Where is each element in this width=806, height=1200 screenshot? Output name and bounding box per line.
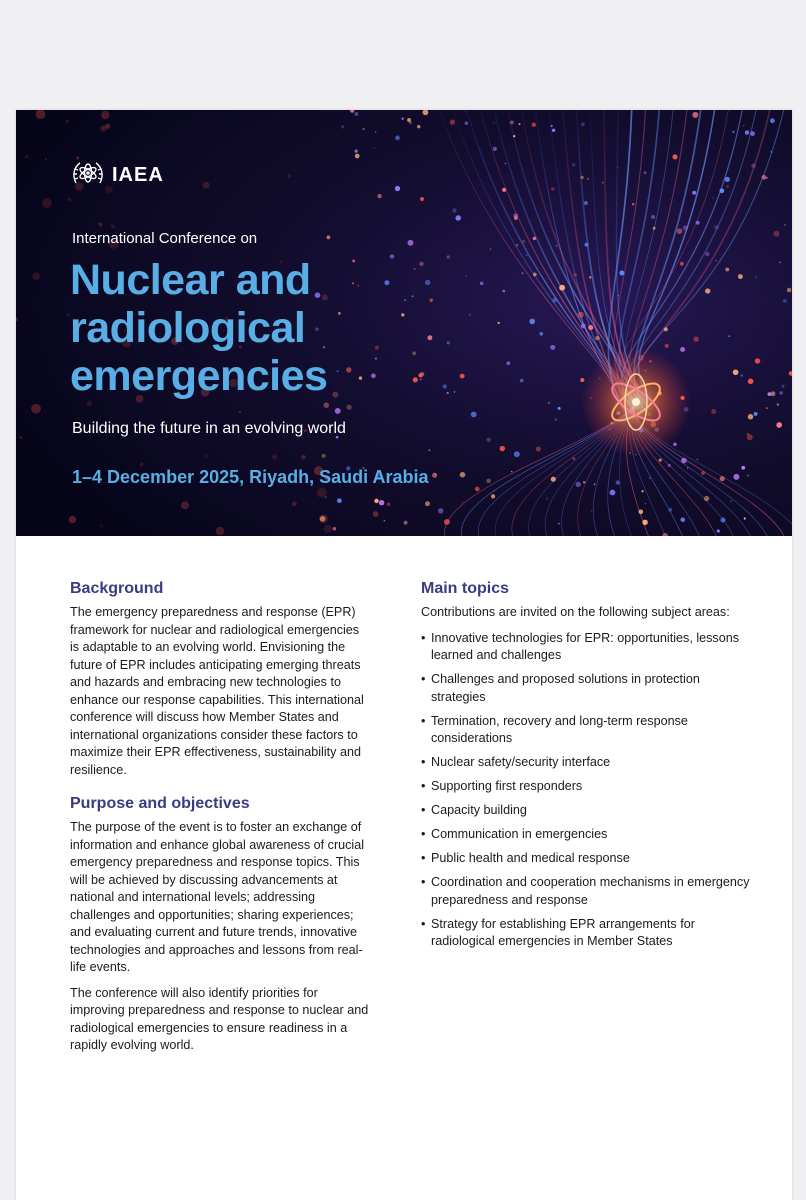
particle-dot: [748, 414, 753, 419]
particle-dot: [673, 443, 677, 447]
particle-dot: [471, 412, 477, 418]
particle-dot: [516, 244, 519, 247]
particle-dot: [536, 446, 541, 451]
particle-dot: [581, 122, 585, 126]
particle-dot: [714, 225, 718, 229]
particle-dot: [587, 178, 589, 180]
particle-dot: [510, 120, 514, 124]
particle-dot: [720, 476, 725, 481]
purpose-paragraph-2: The conference will also identify priorities for improving preparedness and response to nuclear and radiological emergencies to ensure readiness in a rapidly evolving world.: [70, 985, 369, 1052]
particle-dot: [617, 295, 619, 297]
particle-dot: [45, 158, 47, 160]
particle-dot: [740, 374, 742, 376]
particle-dot: [784, 224, 785, 225]
particle-dot: [375, 132, 376, 133]
particle-dot: [591, 510, 592, 511]
particle-dot: [404, 521, 408, 525]
particle-dot: [435, 474, 437, 476]
particle-dot: [677, 228, 683, 234]
particle-dot: [641, 490, 643, 492]
particle-dot: [181, 501, 189, 509]
particle-dot: [668, 508, 672, 512]
particle-dot: [787, 288, 791, 292]
particle-dot: [728, 335, 730, 337]
particle-dot: [720, 188, 725, 193]
particle-dot: [770, 118, 775, 123]
particle-dot: [462, 502, 463, 503]
particle-dot: [574, 273, 578, 277]
list-item: • Strategy for establishing EPR arrangements for radiological emergencies in Member States: [421, 916, 751, 951]
particle-dot: [32, 273, 40, 281]
particle-dot: [432, 473, 437, 478]
particle-dot: [354, 112, 358, 116]
purpose-section: [70, 795, 370, 1055]
particle-dot: [521, 272, 523, 274]
particle-dot: [754, 412, 758, 416]
conference-kicker: International Conference on: [72, 230, 258, 247]
particle-dot: [743, 125, 745, 127]
particle-dot: [705, 252, 709, 256]
particle-dot: [632, 203, 635, 206]
particle-dot: [552, 129, 555, 132]
particle-dot: [532, 123, 536, 127]
particle-dot: [475, 487, 480, 492]
particle-dot: [773, 231, 779, 237]
particle-dot: [780, 391, 783, 394]
particle-dot: [272, 455, 277, 460]
particle-dot: [580, 176, 583, 179]
particle-dot: [514, 451, 520, 457]
particle-dot: [683, 225, 688, 230]
particle-dot: [594, 483, 596, 485]
particle-dot: [500, 446, 505, 451]
particle-dot: [616, 480, 620, 484]
list-item: • Innovative technologies for EPR: opportunities, lessons learned and challenges: [421, 630, 751, 665]
particle-dot: [456, 216, 460, 220]
particle-dot: [551, 477, 556, 482]
title-line-2: radiological: [70, 304, 306, 352]
particle-dot: [747, 475, 749, 477]
particle-dot: [705, 288, 710, 293]
particle-dot: [617, 167, 619, 169]
particle-dot: [493, 147, 497, 151]
main-topics-intro: Contributions are invited on the following subject areas:: [421, 605, 730, 619]
iaea-atom-logo-icon: [70, 157, 106, 193]
particle-dot: [140, 463, 144, 467]
particle-dot: [725, 177, 730, 182]
particle-dot: [704, 496, 709, 501]
particle-dot: [584, 243, 588, 247]
purpose-heading: Purpose and objectives: [70, 795, 250, 812]
particle-dot: [110, 224, 115, 229]
particle-dot: [548, 402, 550, 404]
particle-dot: [680, 517, 685, 522]
main-topics-section: [421, 580, 751, 951]
particle-dot: [748, 378, 754, 384]
particle-dot: [697, 459, 698, 460]
title-line-3: emergencies: [70, 352, 328, 400]
particle-dot: [750, 131, 755, 136]
particle-dot: [771, 391, 776, 396]
particle-dot: [680, 347, 685, 352]
list-item: • Nuclear safety/security interface: [421, 754, 751, 772]
conference-dates: 1–4 December 2025, Riyadh, Saudi Arabia: [72, 467, 429, 487]
particle-dot: [319, 514, 328, 523]
particle-dot: [491, 494, 495, 498]
particle-dot: [101, 111, 109, 119]
particle-dot: [450, 119, 455, 124]
particle-dot: [486, 479, 491, 484]
particle-dot: [354, 149, 357, 152]
particle-dot: [554, 418, 557, 421]
particle-dot: [668, 464, 671, 467]
particle-dot: [672, 154, 677, 159]
particle-dot: [374, 499, 378, 503]
particle-dot: [377, 194, 381, 198]
particle-dot: [580, 378, 584, 382]
particle-dot: [68, 198, 72, 202]
particle-dot: [287, 174, 291, 178]
particle-dot: [522, 240, 525, 243]
list-item: • Communication in emergencies: [421, 826, 751, 844]
particle-dot: [712, 197, 713, 198]
particle-dot: [779, 262, 781, 264]
particle-dot: [649, 477, 651, 479]
particle-dot: [31, 404, 41, 414]
brand-name: IAEA: [112, 163, 164, 186]
particle-dot: [711, 409, 716, 414]
particle-dot: [20, 436, 23, 439]
particle-dot: [518, 123, 520, 125]
particle-dot: [642, 520, 647, 525]
particle-dot: [216, 527, 225, 536]
particle-dot: [347, 405, 352, 410]
particle-dot: [420, 197, 424, 201]
particle-dot: [355, 154, 360, 159]
particle-dot: [444, 519, 450, 525]
particle-dot: [533, 273, 537, 277]
particle-dot: [373, 147, 374, 148]
particle-dot: [664, 327, 668, 331]
iaea-logo: [70, 157, 164, 193]
particle-dot: [363, 128, 365, 130]
particle-dot: [505, 163, 507, 165]
particle-dot: [781, 385, 784, 388]
particle-dot: [324, 525, 332, 533]
conference-title: [70, 256, 490, 400]
particle-dot: [659, 458, 662, 461]
particle-dot: [551, 187, 555, 191]
particle-dot: [514, 216, 518, 220]
particle-dot: [533, 237, 536, 240]
particle-dot: [401, 118, 403, 120]
particle-dot: [337, 498, 342, 503]
particle-dot: [384, 520, 386, 522]
particle-dot: [588, 325, 593, 330]
particle-dot: [725, 268, 729, 272]
particle-dot: [687, 467, 689, 469]
particle-dot: [202, 182, 209, 189]
particle-dot: [550, 125, 552, 127]
particle-dot: [783, 299, 787, 303]
particle-dot: [644, 171, 647, 174]
list-item: • Capacity building: [421, 802, 751, 820]
particle-dot: [681, 458, 687, 464]
particle-dot: [417, 125, 420, 128]
particle-dot: [777, 403, 780, 406]
particle-dot: [584, 201, 588, 205]
particle-dot: [556, 245, 558, 247]
particle-dot: [732, 131, 734, 133]
purpose-paragraph-1: The purpose of the event is to foster an exchange of information and enhance global awareness of crucial emergency preparedness and response topics. This will be achieved by discussing advancements at national and international levels; addressing challenges and opportunities; sharing experiences; and evaluating current and future trends, innovative technologies and approaches and lessons from real-life events.: [70, 820, 365, 974]
particle-dot: [333, 527, 336, 530]
particle-dot: [578, 312, 584, 318]
particle-dot: [770, 151, 772, 153]
particle-dot: [324, 402, 330, 408]
particle-dot: [572, 457, 575, 460]
particle-dot: [645, 503, 646, 504]
particle-dot: [639, 510, 644, 515]
particle-dot: [692, 191, 696, 195]
particle-dot: [602, 182, 604, 184]
particle-dot: [335, 408, 341, 414]
main-topics-heading: Main topics: [421, 580, 510, 597]
particle-dot: [425, 501, 430, 506]
conference-subtitle: Building the future in an evolving world: [72, 420, 346, 437]
particle-dot: [766, 407, 768, 409]
background-section: [70, 580, 370, 779]
particle-dot: [693, 336, 698, 341]
particle-dot: [317, 488, 327, 498]
background-heading: Background: [70, 580, 164, 597]
particle-dot: [539, 332, 543, 336]
particle-dot: [696, 221, 700, 225]
particle-dot: [99, 524, 103, 528]
particle-dot: [327, 235, 331, 239]
particle-dot: [341, 125, 344, 128]
particle-dot: [511, 471, 512, 472]
particle-dot: [25, 155, 28, 158]
particle-dot: [744, 517, 746, 519]
particle-dot: [465, 121, 469, 125]
hero-banner: [16, 110, 792, 536]
particle-dot: [572, 163, 576, 167]
particle-dot: [576, 482, 581, 487]
particle-dot: [502, 290, 505, 293]
particle-dot: [583, 481, 586, 484]
particle-dot: [379, 500, 384, 505]
particle-dot: [733, 474, 739, 480]
particle-dot: [498, 322, 500, 324]
particle-dot: [438, 508, 443, 513]
particle-dot: [408, 240, 414, 246]
particle-dot: [730, 500, 732, 502]
list-item: • Supporting first responders: [421, 778, 751, 796]
particle-dot: [506, 361, 510, 365]
particle-dot: [513, 135, 515, 137]
particle-dot: [589, 276, 591, 278]
atom-glow-icon: [581, 347, 691, 457]
particle-dot: [529, 319, 535, 325]
particle-dot: [239, 411, 241, 413]
right-column: [421, 580, 751, 957]
particle-dot: [301, 455, 305, 459]
particle-dot: [98, 223, 102, 227]
particle-dot: [550, 345, 555, 350]
particle-dot: [493, 490, 495, 492]
particle-dot: [619, 271, 624, 276]
particle-dot: [395, 136, 400, 141]
particle-dot: [292, 501, 297, 506]
particle-dot: [762, 175, 767, 180]
particle-dot: [69, 516, 77, 524]
particle-dot: [493, 122, 495, 124]
particle-dot: [559, 285, 565, 291]
particle-dot: [651, 215, 655, 219]
particle-dot: [86, 401, 92, 407]
list-item: • Coordination and cooperation mechanisms in emergency preparedness and response: [421, 874, 751, 909]
particle-dot: [42, 198, 52, 208]
particle-dot: [581, 323, 586, 328]
particle-dot: [715, 260, 717, 262]
particle-dot: [755, 276, 757, 278]
particle-dot: [692, 112, 698, 118]
particle-dot: [460, 472, 466, 478]
particle-dot: [465, 111, 466, 112]
particle-dot: [558, 407, 561, 410]
particle-dot: [720, 517, 725, 522]
particle-dot: [741, 466, 745, 470]
list-item: • Public health and medical response: [421, 850, 751, 868]
particle-dot: [755, 358, 760, 363]
particle-dot: [653, 227, 656, 230]
particle-dot: [204, 454, 208, 458]
document-page: [16, 110, 792, 1200]
particle-dot: [452, 208, 456, 212]
particle-dot: [727, 185, 729, 187]
particle-dot: [407, 118, 411, 122]
left-column: [70, 580, 370, 1055]
background-text: The emergency preparedness and response (EPR) framework for nuclear and radiological emergencies is adaptable to an evolving world. Envisioning the future of EPR includes anticipating emerging threats and hazards and embracing new technologies to enhance our response capabilities. This international conference will discuss how Member States and international organizations consider these factors to maximize their EPR effectiveness, sustainability and resilience.: [70, 605, 364, 777]
particle-dot: [325, 496, 327, 498]
list-item: • Challenges and proposed solutions in protection strategies: [421, 671, 751, 706]
particle-dot: [546, 498, 548, 500]
particle-dot: [552, 298, 557, 303]
particle-dot: [387, 502, 391, 506]
particle-dot: [489, 248, 491, 250]
particle-dot: [680, 262, 684, 266]
particle-dot: [526, 254, 528, 256]
particle-dot: [776, 422, 782, 428]
particle-dot: [595, 336, 599, 340]
particle-dot: [395, 186, 400, 191]
particle-dot: [558, 523, 560, 525]
topics-list: [421, 630, 751, 951]
particle-dot: [502, 188, 506, 192]
particle-dot: [717, 529, 720, 532]
particle-dot: [487, 438, 491, 442]
particle-dot: [747, 434, 753, 440]
particle-dot: [610, 490, 616, 496]
particle-dot: [745, 130, 750, 135]
particle-dot: [751, 163, 756, 168]
particle-dot: [65, 119, 69, 123]
particle-dot: [322, 454, 326, 458]
particle-dot: [738, 274, 743, 279]
particle-dot: [733, 369, 739, 375]
particle-dot: [373, 511, 379, 517]
title-line-1: Nuclear and: [70, 256, 311, 304]
particle-dot: [429, 449, 431, 451]
list-item: • Termination, recovery and long-term response considerations: [421, 713, 751, 748]
particle-dot: [105, 124, 110, 129]
particle-dot: [701, 471, 705, 475]
particle-dot: [665, 344, 669, 348]
particle-dot: [520, 379, 524, 383]
